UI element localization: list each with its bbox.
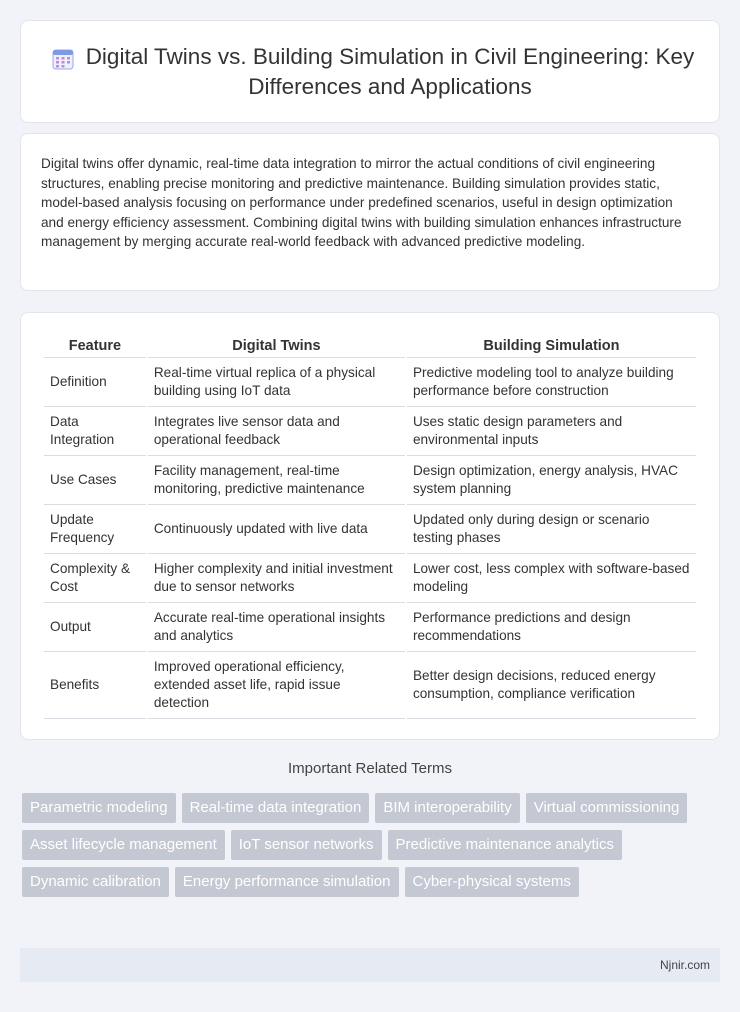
table-row <box>44 407 696 456</box>
row-feature: Update Frequency <box>44 505 146 554</box>
table-header-row <box>44 333 696 358</box>
tag-dynamic-calibration[interactable]: Dynamic calibration <box>22 867 169 897</box>
row-building-simulation: Lower cost, less complex with software-based modeling <box>407 554 696 603</box>
tag-parametric-modeling[interactable]: Parametric modeling <box>22 793 176 823</box>
row-feature: Data Integration <box>44 407 146 456</box>
tag-real-time-data-integration[interactable]: Real-time data integration <box>182 793 370 823</box>
footer-site-link[interactable]: Njnir.com <box>659 958 710 972</box>
related-terms-title: Important Related Terms <box>288 760 452 777</box>
row-digital-twins: Higher complexity and initial investment due to sensor networks <box>148 554 405 603</box>
comparison-table <box>42 333 698 719</box>
summary-card <box>20 133 720 291</box>
summary-text: Digital twins offer dynamic, real-time data integration to mirror the actual conditions of civil engineering structures, enabling precise monitoring and predictive maintenance. Building simulation provides static, model-based analysis focusing on performance under predefined scenarios, useful in design optimization and energy efficiency assessment. Combining digital twins with building simulation enhances infrastructure management by merging accurate real-world feedback with advanced predictive modeling. <box>41 156 682 249</box>
row-building-simulation: Design optimization, energy analysis, HVAC system planning <box>407 456 696 505</box>
tag-iot-sensor-networks[interactable]: IoT sensor networks <box>231 830 382 860</box>
table-row <box>44 603 696 652</box>
table-row <box>44 456 696 505</box>
tag-energy-performance-simulation[interactable]: Energy performance simulation <box>175 867 399 897</box>
row-digital-twins: Facility management, real-time monitoring, predictive maintenance <box>148 456 405 505</box>
table-row <box>44 358 696 407</box>
row-building-simulation: Updated only during design or scenario testing phases <box>407 505 696 554</box>
page-title: Digital Twins vs. Building Simulation in Civil Engineering: Key Differences and Applications <box>85 43 695 99</box>
tag-bim-interoperability[interactable]: BIM interoperability <box>375 793 519 823</box>
row-building-simulation: Better design decisions, reduced energy consumption, compliance verification <box>407 652 696 719</box>
header-digital-twins: Digital Twins <box>148 333 405 358</box>
table-row <box>44 554 696 603</box>
row-digital-twins: Real-time virtual replica of a physical building using IoT data <box>148 358 405 407</box>
footer <box>20 948 720 982</box>
table-row <box>44 652 696 719</box>
row-building-simulation: Performance predictions and design recommendations <box>407 603 696 652</box>
row-digital-twins: Improved operational efficiency, extended asset life, rapid issue detection <box>148 652 405 719</box>
title-card <box>20 20 720 123</box>
header-feature: Feature <box>44 333 146 358</box>
related-terms-list <box>22 793 712 897</box>
row-feature: Output <box>44 603 146 652</box>
tag-predictive-maintenance-analytics[interactable]: Predictive maintenance analytics <box>388 830 622 860</box>
row-feature: Use Cases <box>44 456 146 505</box>
tag-cyber-physical-systems[interactable]: Cyber-physical systems <box>405 867 579 897</box>
table-row <box>44 505 696 554</box>
comparison-table-card <box>20 312 720 740</box>
tag-asset-lifecycle-management[interactable]: Asset lifecycle management <box>22 830 225 860</box>
tag-virtual-commissioning[interactable]: Virtual commissioning <box>526 793 688 823</box>
row-digital-twins: Continuously updated with live data <box>148 505 405 554</box>
row-building-simulation: Predictive modeling tool to analyze building performance before construction <box>407 358 696 407</box>
row-building-simulation: Uses static design parameters and environmental inputs <box>407 407 696 456</box>
calendar-icon <box>51 47 75 71</box>
row-digital-twins: Integrates live sensor data and operational feedback <box>148 407 405 456</box>
row-feature: Benefits <box>44 652 146 719</box>
row-feature: Definition <box>44 358 146 407</box>
row-feature: Complexity & Cost <box>44 554 146 603</box>
row-digital-twins: Accurate real-time operational insights and analytics <box>148 603 405 652</box>
header-building-simulation: Building Simulation <box>407 333 696 358</box>
